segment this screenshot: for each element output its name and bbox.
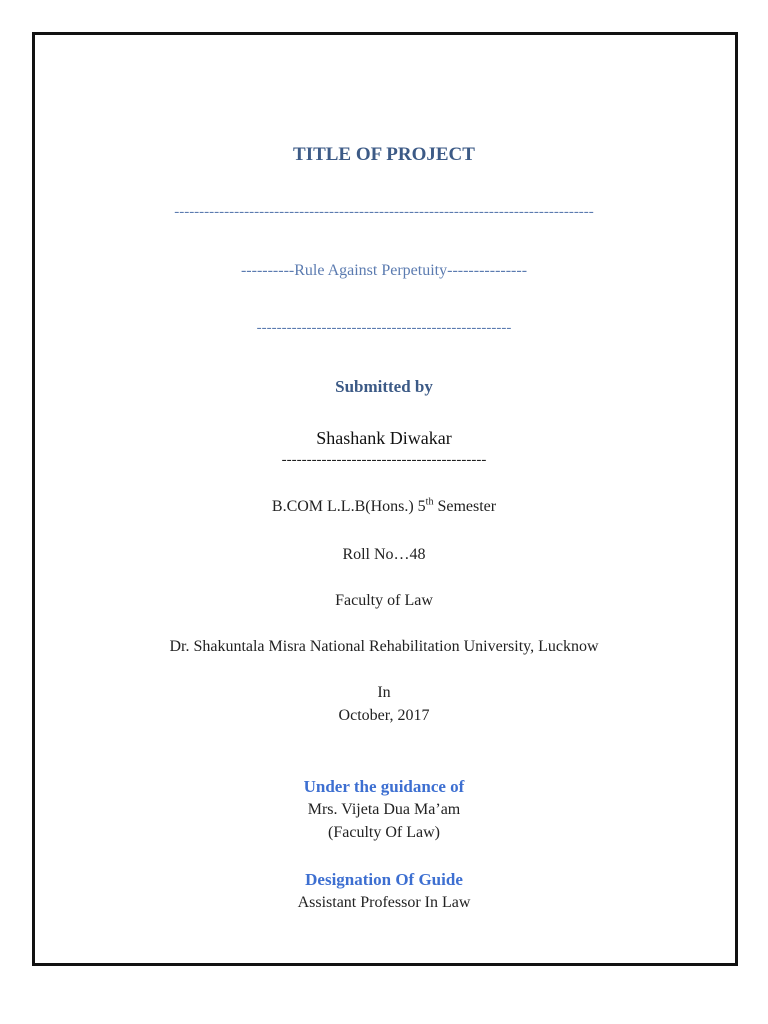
university-name: Dr. Shakuntala Misra National Rehabilitation University, Lucknow [169, 638, 599, 655]
in-label: In [377, 684, 391, 701]
project-subtitle: ----------Rule Against Perpetuity--------------- [240, 262, 528, 279]
student-name: Shashank Diwakar [316, 428, 452, 448]
name-underline: ----------------------------------------- [281, 452, 487, 468]
guide-faculty: (Faculty Of Law) [328, 824, 440, 841]
guidance-heading: Under the guidance of [303, 777, 465, 796]
submission-date: October, 2017 [338, 707, 430, 724]
submitted-by-heading: Submitted by [335, 377, 433, 396]
faculty-name: Faculty of Law [335, 592, 433, 609]
roll-number: Roll No…48 [342, 546, 426, 563]
course-suffix: Semester [433, 498, 497, 515]
project-title: TITLE OF PROJECT [293, 144, 475, 165]
course-line [0, 498, 768, 516]
course-prefix: B.COM L.L.B(Hons.) 5 [271, 498, 426, 515]
designation-heading: Designation Of Guide [305, 870, 463, 889]
dash-separator-top: ------------------------------------------------------------------------------------ [174, 204, 594, 220]
course-ordinal: th [425, 496, 434, 508]
guide-name: Mrs. Vijeta Dua Ma’am [307, 801, 461, 818]
dash-separator-bottom: --------------------------------------------------- [256, 320, 512, 336]
guide-designation: Assistant Professor In Law [297, 894, 471, 911]
